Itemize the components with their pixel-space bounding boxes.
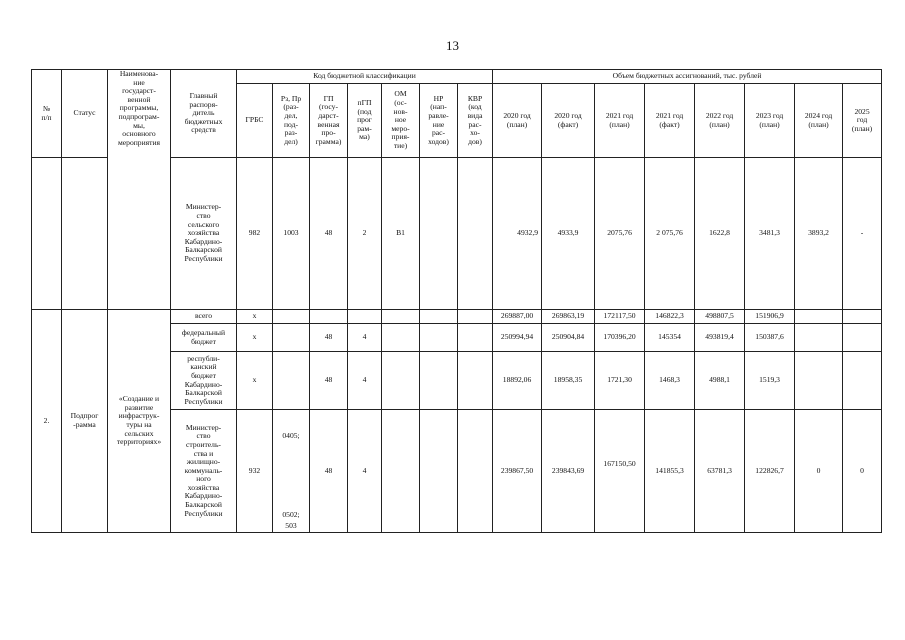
header-rzpr: Рз, Пр (раз- дел, под- раз- дел) bbox=[273, 84, 310, 158]
cell-value bbox=[795, 310, 843, 324]
cell-value: 3893,2 bbox=[795, 158, 843, 310]
cell-np bbox=[420, 310, 458, 324]
cell-rzpr: 1003 bbox=[273, 158, 310, 310]
cell-value bbox=[795, 352, 843, 410]
cell-gp: 48 bbox=[310, 158, 348, 310]
cell-np bbox=[420, 410, 458, 533]
cell-value: 1721,30 bbox=[595, 352, 645, 410]
cell-value: 1622,8 bbox=[695, 158, 745, 310]
cell-gp: 48 bbox=[310, 410, 348, 533]
cell-grbs: х bbox=[237, 310, 273, 324]
cell-pgp: 4 bbox=[348, 410, 382, 533]
header-om: ОМ (ос- нов- ное меро- прия- тие) bbox=[382, 84, 420, 158]
budget-table bbox=[31, 69, 882, 533]
cell-value: 63781,3 bbox=[695, 410, 745, 533]
cell-executor: республи- канский бюджет Кабардино- Балкарской Республики bbox=[171, 352, 237, 410]
cell-gp: 48 bbox=[310, 324, 348, 352]
cell-value: 18892,06 bbox=[493, 352, 542, 410]
cell-om: В1 bbox=[382, 158, 420, 310]
cell-value: 146822,3 bbox=[645, 310, 695, 324]
cell-value: 122826,7 bbox=[745, 410, 795, 533]
cell-value: 1468,3 bbox=[645, 352, 695, 410]
header-pgp: пГП (под прог рам- ма) bbox=[348, 84, 382, 158]
cell-pgp: 2 bbox=[348, 158, 382, 310]
cell-kvr bbox=[458, 352, 493, 410]
header-np: НР (нап- равле- ние рас- ходов) bbox=[420, 84, 458, 158]
cell-value bbox=[795, 324, 843, 352]
cell-value: 239867,50 bbox=[493, 410, 542, 533]
cell-value: 167150,50 bbox=[595, 410, 645, 533]
cell-value bbox=[843, 310, 882, 324]
cell-executor: Министер- ство сельского хозяйства Кабардино- Балкарской Республики bbox=[171, 158, 237, 310]
header-year: 2021 год (факт) bbox=[645, 84, 695, 158]
cell-status bbox=[62, 158, 108, 310]
header-name: Наименова- ние государст- венной программы, подпрограм- мы, основного мероприятия bbox=[108, 70, 171, 310]
cell-executor: Министер- ство строитель- ства и жилищно- коммуналь- ного хозяйства Кабардино- Балкарской Республики bbox=[171, 410, 237, 533]
cell-value: 0 bbox=[795, 410, 843, 533]
cell-value: 2075,76 bbox=[595, 158, 645, 310]
cell-pgp: 4 bbox=[348, 324, 382, 352]
cell-rzpr-top: 0405; bbox=[282, 431, 300, 441]
header-year: 2022 год (план) bbox=[695, 84, 745, 158]
cell-value: 150387,6 bbox=[745, 324, 795, 352]
header-status: Статус bbox=[62, 70, 108, 158]
subprogram-name: «Создание и развитие инфраструк- туры на сельских территориях» bbox=[108, 310, 171, 533]
header-year: 2020 год (план) bbox=[493, 84, 542, 158]
cell-np bbox=[420, 158, 458, 310]
header-year: 2024 год (план) bbox=[795, 84, 843, 158]
cell-value: 4933,9 bbox=[542, 158, 595, 310]
header-year: 2021 год (план) bbox=[595, 84, 645, 158]
cell-grbs: 982 bbox=[237, 158, 273, 310]
cell-pgp bbox=[348, 310, 382, 324]
cell-value: 151906,9 bbox=[745, 310, 795, 324]
cell-value: 498807,5 bbox=[695, 310, 745, 324]
cell-om bbox=[382, 352, 420, 410]
header-gp: ГП (госу- дарст- венная про- грамма) bbox=[310, 84, 348, 158]
cell-value: 141855,3 bbox=[645, 410, 695, 533]
header-year: 2025 год (план) bbox=[843, 84, 882, 158]
cell-value: 239843,69 bbox=[542, 410, 595, 533]
cell-value bbox=[843, 324, 882, 352]
header-code-group: Код бюджетной классификации bbox=[237, 70, 493, 84]
header-grbs: ГРБС bbox=[237, 84, 273, 158]
cell-np bbox=[420, 352, 458, 410]
cell-kvr bbox=[458, 158, 493, 310]
page-number: 13 bbox=[446, 38, 459, 53]
cell-grbs: х bbox=[237, 324, 273, 352]
cell-np bbox=[420, 324, 458, 352]
cell-value: 250904,84 bbox=[542, 324, 595, 352]
cell-gp bbox=[310, 310, 348, 324]
cell-om bbox=[382, 324, 420, 352]
cell-rzpr-bottom: 0502; 503 bbox=[282, 510, 300, 530]
header-executor: Главный распоря- дитель бюджетных средств bbox=[171, 70, 237, 158]
cell-value: 250994,94 bbox=[493, 324, 542, 352]
cell-executor: всего bbox=[171, 310, 237, 324]
header-num: № п/п bbox=[32, 70, 62, 158]
header-budget-group: Объем бюджетных ассигнований, тыс. рублей bbox=[493, 70, 882, 84]
cell-grbs: х bbox=[237, 352, 273, 410]
cell-value: 493819,4 bbox=[695, 324, 745, 352]
cell-value: 269863,19 bbox=[542, 310, 595, 324]
cell-rzpr bbox=[273, 310, 310, 324]
cell-value: - bbox=[843, 158, 882, 310]
cell-value: 0 bbox=[843, 410, 882, 533]
cell-om bbox=[382, 410, 420, 533]
cell-rzpr bbox=[273, 324, 310, 352]
header-kvr: КВР (код вида рас- хо- дов) bbox=[458, 84, 493, 158]
cell-value bbox=[843, 352, 882, 410]
cell-kvr bbox=[458, 410, 493, 533]
cell-pgp: 4 bbox=[348, 352, 382, 410]
cell-om bbox=[382, 310, 420, 324]
cell-value: 4932,9 bbox=[493, 158, 542, 310]
cell-value: 170396,20 bbox=[595, 324, 645, 352]
cell-value: 172117,50 bbox=[595, 310, 645, 324]
cell-value: 269887,00 bbox=[493, 310, 542, 324]
cell-executor: федеральный бюджет bbox=[171, 324, 237, 352]
cell-grbs: 932 bbox=[237, 410, 273, 533]
cell-value: 3481,3 bbox=[745, 158, 795, 310]
cell-num bbox=[32, 158, 62, 310]
cell-value: 4988,1 bbox=[695, 352, 745, 410]
cell-value: 18958,35 bbox=[542, 352, 595, 410]
subprogram-num: 2. bbox=[32, 310, 62, 533]
cell-value: 1519,3 bbox=[745, 352, 795, 410]
cell-rzpr-split bbox=[273, 410, 310, 533]
cell-rzpr bbox=[273, 352, 310, 410]
header-year: 2020 год (факт) bbox=[542, 84, 595, 158]
cell-kvr bbox=[458, 324, 493, 352]
cell-gp: 48 bbox=[310, 352, 348, 410]
subprogram-status: Подпрог -рамма bbox=[62, 310, 108, 533]
cell-value: 2 075,76 bbox=[645, 158, 695, 310]
cell-kvr bbox=[458, 310, 493, 324]
cell-value: 145354 bbox=[645, 324, 695, 352]
header-year: 2023 год (план) bbox=[745, 84, 795, 158]
